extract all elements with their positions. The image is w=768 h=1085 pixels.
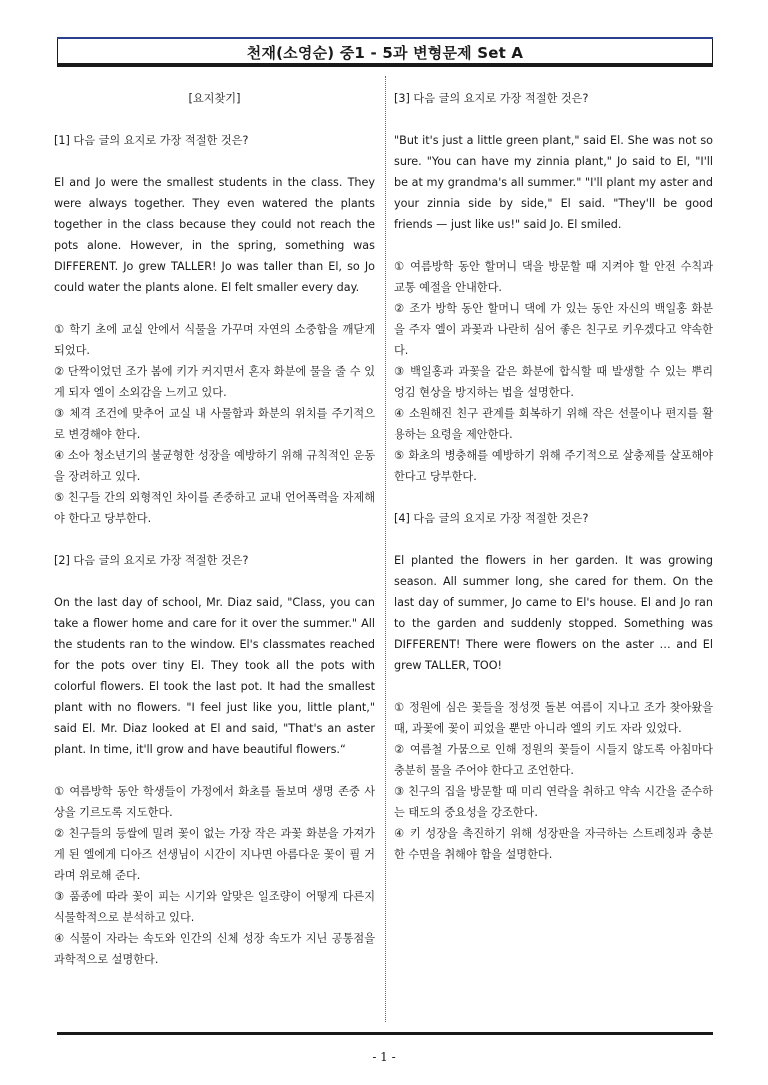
page-title: 천재(소영순) 중1 - 5과 변형문제 Set A	[246, 44, 524, 62]
question-3-option: ① 여름방학 동안 할머니 댁을 방문할 때 지켜야 할 안전 수칙과 교통 예절을 안내한다.	[394, 260, 713, 294]
question-3-passage: "But it's just a little green plant," said El. She was not so sure. "You can have my zinnia plant," Jo said to El, "I'll be at my grandma's all summer." "I'll plant my aster and your zinnia side by side," El said. "They'll be good friends — just like us!" said Jo. El smiled.	[394, 134, 713, 231]
left-column	[54, 88, 375, 970]
question-3-prompt: [3] 다음 글의 요지로 가장 적절한 것은?	[394, 92, 589, 105]
question-2-option: ① 여름방학 동안 학생들이 가정에서 화초를 돌보며 생명 존중 사상을 기르도록 지도한다.	[54, 785, 375, 819]
question-3-option: ③ 백일홍과 과꽃을 같은 화분에 합식할 때 발생할 수 있는 뿌리 엉김 현상을 방지하는 법을 설명한다.	[394, 365, 713, 399]
footer-rule	[57, 1032, 713, 1035]
question-4-option: ② 여름철 가뭄으로 인해 정원의 꽃들이 시들지 않도록 아침마다 충분히 물을 주어야 한다고 조언한다.	[394, 743, 713, 777]
question-3-option: ② 조가 방학 동안 할머니 댁에 가 있는 동안 자신의 백일홍 화분을 주자 엘이 과꽃과 나란히 심어 좋은 친구로 키우겠다고 약속한다.	[394, 302, 713, 357]
header-accent-line	[57, 37, 713, 39]
page-header	[57, 37, 713, 67]
question-2-passage: On the last day of school, Mr. Diaz said, "Class, you can take a flower home and care for it over the summer." All the students ran to the window. El's classmates reached for the pots over tiny El. They took all the pots with colorful flowers. El took the last pot. It had the smallest plant with no flowers. "I feel just like you, little plant," said El. Mr. Diaz looked at El and said, "That's an aster plant. In time, it'll grow and have beautiful flowers.“	[54, 596, 375, 756]
question-4-option: ③ 친구의 집을 방문할 때 미리 연락을 취하고 약속 시간을 준수하는 태도의 중요성을 강조한다.	[394, 785, 713, 819]
question-1-prompt: [1] 다음 글의 요지로 가장 적절한 것은?	[54, 134, 249, 147]
question-2-option: ④ 식물이 자라는 속도와 인간의 신체 성장 속도가 지닌 공통점을 과학적으로 설명한다.	[54, 932, 375, 966]
question-1-option: ④ 소아 청소년기의 불균형한 성장을 예방하기 위해 규칙적인 운동을 장려하고 있다.	[54, 449, 375, 483]
question-1-option: ① 학기 초에 교실 안에서 식물을 가꾸며 자연의 소중함을 깨닫게 되었다.	[54, 323, 375, 357]
question-3-option: ④ 소원해진 친구 관계를 회복하기 위해 작은 선물이나 편지를 활용하는 요령을 제안한다.	[394, 407, 713, 441]
question-4-prompt: [4] 다음 글의 요지로 가장 적절한 것은?	[394, 512, 589, 525]
question-4-option: ① 정원에 심은 꽃들을 정성껏 돌본 여름이 지나고 조가 찾아왔을 때, 과꽃에 꽃이 피었을 뿐만 아니라 엘의 키도 자라 있었다.	[394, 701, 713, 735]
question-1-option: ③ 체격 조건에 맞추어 교실 내 사물함과 화분의 위치를 주기적으로 변경해야 한다.	[54, 407, 375, 441]
question-4-option: ④ 키 성장을 촉진하기 위해 성장판을 자극하는 스트레칭과 충분한 수면을 취해야 함을 설명한다.	[394, 827, 713, 861]
question-1-option: ⑤ 친구들 간의 외형적인 차이를 존중하고 교내 언어폭력을 자제해야 한다고 당부한다.	[54, 491, 375, 525]
question-2-prompt: [2] 다음 글의 요지로 가장 적절한 것은?	[54, 554, 249, 567]
question-4-passage: El planted the flowers in her garden. It was growing season. All summer long, she cared for them. On the last day of summer, Jo came to El's house. El and Jo ran to the garden and suddenly stopped. Something was DIFFERENT! There were flowers on the aster … and El grew TALLER, TOO!	[394, 554, 713, 672]
section-heading: [요지찾기]	[188, 92, 241, 105]
page-number: - 1 -	[372, 1050, 396, 1064]
right-column	[394, 88, 713, 865]
question-2-option: ③ 품종에 따라 꽃이 피는 시기와 알맞은 일조량이 어떻게 다른지 식물학적으로 분석하고 있다.	[54, 890, 375, 924]
question-1-option: ② 단짝이었던 조가 봄에 키가 커지면서 혼자 화분에 물을 줄 수 있게 되자 엘이 소외감을 느끼고 있다.	[54, 365, 375, 399]
question-3-option: ⑤ 화초의 병충해를 예방하기 위해 주기적으로 살충제를 살포해야 한다고 당부한다.	[394, 449, 713, 483]
question-2-option: ② 친구들의 등쌀에 밀려 꽃이 없는 가장 작은 과꽃 화분을 가져가게 된 엘에게 디아즈 선생님이 시간이 지나면 아름다운 꽃이 필 거라며 위로해 준다.	[54, 827, 375, 882]
question-1-passage: El and Jo were the smallest students in the class. They were always together. They even watered the plants together in the class because they could not reach the pots alone. However, in the spring, something was DIFFERENT. Jo grew TALLER! Jo was taller than El, so Jo could water the plants alone. El felt smaller every day.	[54, 176, 375, 294]
column-divider	[385, 76, 386, 1022]
